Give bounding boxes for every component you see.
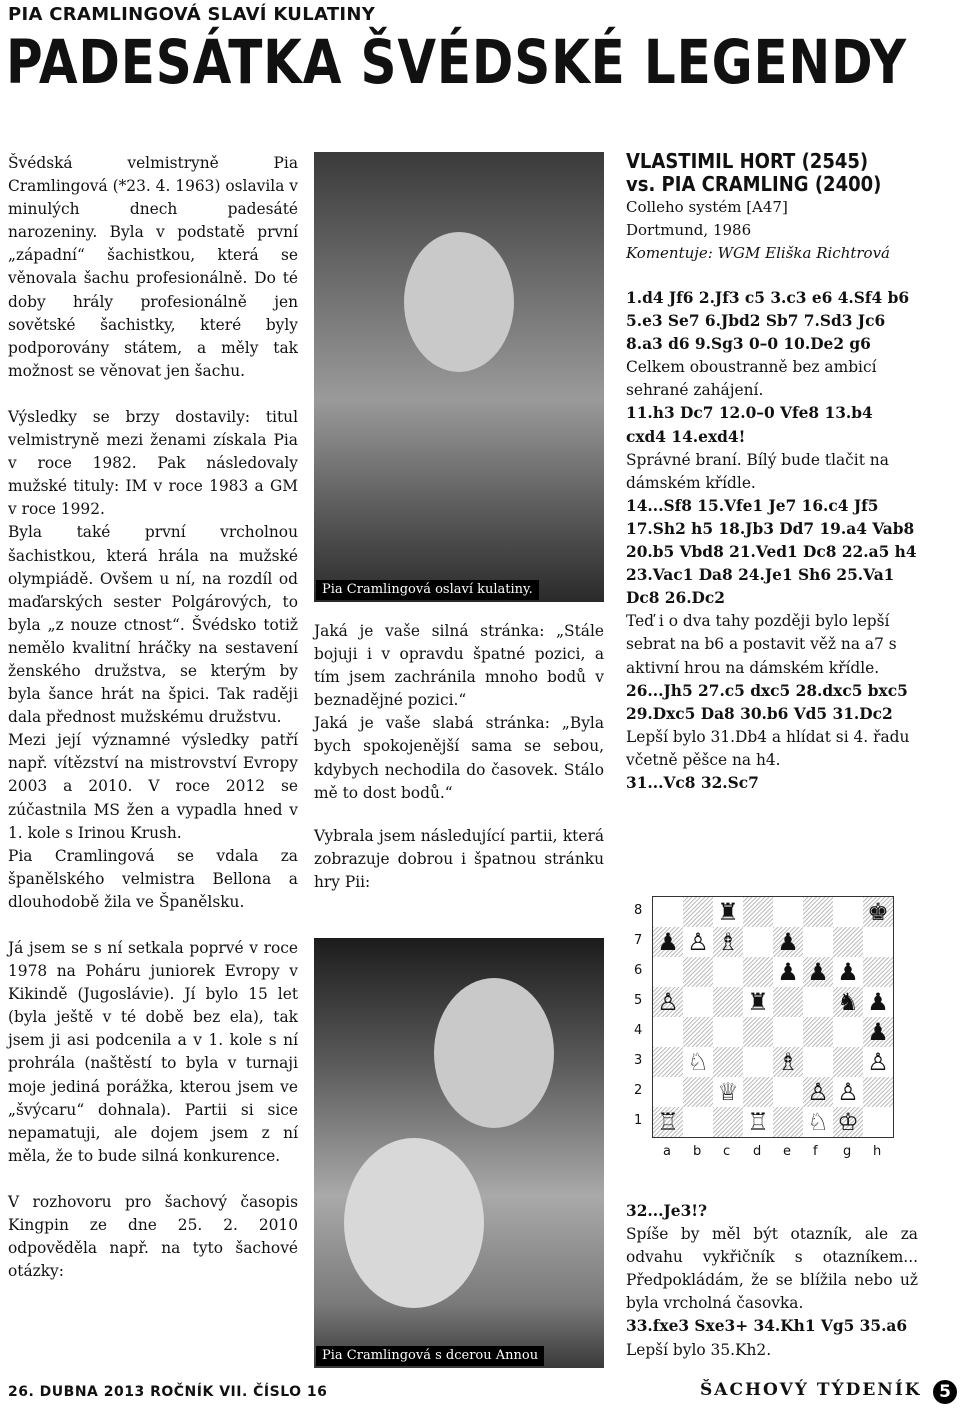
paragraph: V rozhovoru pro šachový časopis Kingpin ze dne 25. 2. 2010 odpověděla např. na tyto šachové otázky: <box>8 1192 298 1281</box>
chess-piece: ♞ <box>837 988 859 1016</box>
chess-piece: ♙ <box>687 928 709 956</box>
board-square <box>653 1047 683 1077</box>
file-label: h <box>873 1144 882 1159</box>
board-square <box>743 1017 773 1047</box>
board-square <box>803 1077 833 1107</box>
paragraph: Já jsem se s ní setkala poprvé v roce 1978 na Poháru juniorek Evropy v Kikindě (Jugoslávie). Jí bylo 15 let (byla ještě v té době bez ela), tak jsem ji asi podcenila a v 1. kole s ní prohrála (naštěstí to byla v turnaji moje jediná porážka, kterou jsem ve „švýcaru“ dohnala). Partii si sice nepamatuji, ale dojem jsem z ní měla, že to bude silná konkurence. <box>8 939 298 1165</box>
board-square <box>803 957 833 987</box>
file-label: a <box>663 1144 671 1159</box>
photo-portrait <box>314 152 604 602</box>
paragraph: Byla také první vrcholnou šachistkou, která hrála na mužské olympiádě. Ovšem u ní, na rozdíl od maďarských sester Polgárových, to byla „z nouze ctnost“. Švédsko totiž nemělo kvalitní hráčky na sestavení ženského družstva, se kterým by byla šance hrát na špici. Tak raději dala přednost mužskému družstvu. <box>8 523 298 727</box>
board-square <box>863 1047 893 1077</box>
chess-piece: ♘ <box>687 1048 709 1076</box>
chess-piece: ♗ <box>717 928 739 956</box>
rank-label: 3 <box>634 1053 643 1068</box>
chess-piece: ♟ <box>777 958 799 986</box>
board-square <box>713 927 743 957</box>
chess-piece: ♗ <box>777 1048 799 1076</box>
column-left <box>8 152 298 1283</box>
photo-caption: Pia Cramlingová oslaví kulatiny. <box>316 580 539 600</box>
board-square <box>863 927 893 957</box>
paragraph: Vybrala jsem následující partii, která zobrazuje dobrou i špatnou stránku hry Pii: <box>314 826 604 891</box>
chess-piece: ♚ <box>867 898 889 926</box>
file-label: f <box>813 1144 818 1159</box>
chess-piece: ♙ <box>867 1048 889 1076</box>
headline: PADESÁTKA ŠVÉDSKÉ LEGENDY <box>6 27 907 98</box>
board-square <box>713 957 743 987</box>
board-square <box>833 1047 863 1077</box>
chess-board <box>652 896 894 1138</box>
board-square <box>743 1107 773 1137</box>
board-square <box>803 987 833 1017</box>
moves-text: 32...Je3!? <box>626 1202 708 1220</box>
photo-caption: Pia Cramlingová s dcerou Annou <box>316 1346 544 1366</box>
moves-text: 33.fxe3 Sxe3+ 34.Kh1 Vg5 35.a6 <box>626 1317 908 1336</box>
board-square <box>773 987 803 1017</box>
board-square <box>773 1107 803 1137</box>
board-square <box>863 987 893 1017</box>
chess-piece: ♜ <box>717 898 739 926</box>
chess-piece: ♙ <box>807 1078 829 1106</box>
board-square <box>653 1107 683 1137</box>
rank-label: 1 <box>634 1113 643 1128</box>
board-square <box>653 897 683 927</box>
game-moves <box>626 287 918 795</box>
chess-diagram <box>630 890 895 1175</box>
board-square <box>743 1077 773 1107</box>
comment-text: Správné braní. Bílý bude tlačit na dámském křídle. <box>626 450 889 492</box>
board-square <box>653 957 683 987</box>
file-label: g <box>843 1144 852 1159</box>
board-square <box>713 987 743 1017</box>
game-annotator: Komentuje: WGM Eliška Richtrová <box>626 244 891 262</box>
rank-label: 4 <box>634 1023 643 1038</box>
chess-piece: ♟ <box>807 958 829 986</box>
file-label: d <box>753 1144 762 1159</box>
chess-piece: ♟ <box>867 1018 889 1046</box>
board-square <box>803 1107 833 1137</box>
comment-text: Celkem oboustranně bez ambicí sehrané zahájení. <box>626 358 877 400</box>
chess-piece: ♟ <box>837 958 859 986</box>
board-square <box>863 897 893 927</box>
column-middle <box>314 620 604 894</box>
moves-text: 31...Vc8 32.Sc7 <box>626 773 759 792</box>
kicker: PIA CRAMLINGOVÁ SLAVÍ KULATINY <box>8 4 376 25</box>
board-square <box>833 897 863 927</box>
rank-label: 8 <box>634 903 643 918</box>
moves-text: 11.h3 Dc7 12.0–0 Vfe8 13.b4 cxd4 14.exd4! <box>626 404 873 446</box>
comment-text: Teď i o dva tahy později bylo lepší sebrat na b6 a postavit věž na a7 s aktivní hrou na dámském křídle. <box>626 612 897 677</box>
rank-label: 2 <box>634 1083 643 1098</box>
chess-piece: ♖ <box>747 1108 769 1136</box>
board-square <box>713 897 743 927</box>
comment-text: Lepší bylo 31.Db4 a hlídat si 4. řadu včetně pěšce na h4. <box>626 727 910 769</box>
board-square <box>803 1017 833 1047</box>
chess-piece: ♙ <box>657 988 679 1016</box>
board-square <box>773 1077 803 1107</box>
board-square <box>743 987 773 1017</box>
board-square <box>863 1107 893 1137</box>
board-square <box>773 1017 803 1047</box>
paragraph: Švédská velmistryně Pia Cramlingová (*23. 4. 1963) oslavila v minulých dnech padesáté narozeniny. Byla v podstatě první „západní“ šachistkou, která se věnovala šachu profesionálně. Do té doby hrály profesionálně jen sovětské šachistky, které byly podporovány státem, a měly tak možnost se věnovat jen šachu. <box>8 154 298 380</box>
board-square <box>713 1107 743 1137</box>
board-square <box>833 1017 863 1047</box>
board-square <box>833 1107 863 1137</box>
board-square <box>773 957 803 987</box>
board-square <box>683 957 713 987</box>
board-square <box>863 1017 893 1047</box>
board-square <box>833 1077 863 1107</box>
comment-text: Spíše by měl být otazník, ale za odvahu vykřičník s otazníkem... Předpokládám, že se blížila nebo už byla vrcholná časovka. <box>626 1225 918 1313</box>
board-square <box>773 897 803 927</box>
board-square <box>773 1047 803 1077</box>
chess-piece: ♖ <box>657 1108 679 1136</box>
moves-text: 26...Jh5 27.c5 dxc5 28.dxc5 bxc5 29.Dxc5 Da8 30.b6 Vd5 31.Dc2 <box>626 681 908 723</box>
chess-piece: ♜ <box>747 988 769 1016</box>
paragraph: Mezi její významné výsledky patří např. vítězství na mistrovství Evropy 2003 a 2010. V roce 2012 se zúčastnila MS žen a vypadla hned v 1. kole s Irinou Krush. <box>8 731 298 842</box>
game-opening: Colleho systém [A47] <box>626 198 788 216</box>
file-label: b <box>693 1144 702 1159</box>
paragraph: Pia Cramlingová se vdala za španělského velmistra Bellona a dlouhodobě žila ve Španělsku. <box>8 846 298 911</box>
board-square <box>743 897 773 927</box>
game-continuation <box>626 1200 918 1362</box>
chess-piece: ♟ <box>777 928 799 956</box>
board-square <box>653 1077 683 1107</box>
footer-issue: 26. DUBNA 2013 ROČNÍK VII. ČÍSLO 16 <box>8 1384 328 1400</box>
page-number: 5 <box>933 1380 957 1404</box>
game-place: Dortmund, 1986 <box>626 221 752 239</box>
board-square <box>683 1047 713 1077</box>
board-square <box>713 1017 743 1047</box>
game-black-player: vs. PIA CRAMLING (2400) <box>626 172 882 196</box>
board-square <box>833 957 863 987</box>
board-square <box>773 927 803 957</box>
board-square <box>683 897 713 927</box>
board-square <box>743 927 773 957</box>
board-square <box>653 1017 683 1047</box>
paragraph: Jaká je vaše slabá stránka: „Byla bych spokojenější sama se sebou, kdybych nechodila do časovek. Stálo mě to dost bodů.“ <box>314 714 604 802</box>
board-square <box>833 927 863 957</box>
rank-label: 5 <box>634 993 643 1008</box>
column-right <box>626 150 918 795</box>
comment-text: Lepší bylo 35.Kh2. <box>626 1340 772 1359</box>
board-square <box>653 927 683 957</box>
board-square <box>863 1077 893 1107</box>
board-square <box>713 1047 743 1077</box>
footer-brand: ŠACHOVÝ TÝDENÍK <box>700 1380 922 1400</box>
board-square <box>803 897 833 927</box>
board-square <box>683 1017 713 1047</box>
paragraph: Jaká je vaše silná stránka: „Stále bojuji i v opravdu špatné pozici, a tím jsem zachránila mnoho bodů v beznadějné pozici.“ <box>314 622 604 710</box>
rank-label: 7 <box>634 933 643 948</box>
rank-label: 6 <box>634 963 643 978</box>
chess-piece: ♔ <box>837 1108 859 1136</box>
file-label: e <box>783 1144 791 1159</box>
board-square <box>683 987 713 1017</box>
paragraph: Výsledky se brzy dostavily: titul velmistryně mezi ženami získala Pia v roce 1982. Pak následovaly mužské tituly: IM v roce 1983 a GM v roce 1992. <box>8 407 298 519</box>
chess-piece: ♟ <box>657 928 679 956</box>
board-square <box>683 927 713 957</box>
board-square <box>713 1077 743 1107</box>
moves-text: 14...Sf8 15.Vfe1 Je7 16.c4 Jf5 17.Sh2 h5 18.Jb3 Dd7 19.a4 Vab8 20.b5 Vbd8 21.Ved1 Dc8 22.a5 h4 23.Vac1 Da8 24.Je1 Sh6 25.Va1 Dc8 26.Dc2 <box>626 496 917 608</box>
board-square <box>833 987 863 1017</box>
photo-mother-daughter <box>314 938 604 1368</box>
chess-piece: ♟ <box>867 988 889 1016</box>
chess-piece: ♕ <box>717 1078 739 1106</box>
file-label: c <box>723 1144 731 1159</box>
board-square <box>803 1047 833 1077</box>
chess-piece: ♙ <box>837 1078 859 1106</box>
board-square <box>743 1047 773 1077</box>
chess-piece: ♘ <box>807 1108 829 1136</box>
game-white-player: VLASTIMIL HORT (2545) <box>626 149 869 173</box>
board-square <box>863 957 893 987</box>
board-square <box>683 1107 713 1137</box>
board-square <box>743 957 773 987</box>
board-square <box>683 1077 713 1107</box>
board-square <box>653 987 683 1017</box>
board-square <box>803 927 833 957</box>
moves-text: 1.d4 Jf6 2.Jf3 c5 3.c3 e6 4.Sf4 b6 5.e3 Se7 6.Jbd2 Sb7 7.Sd3 Jc6 8.a3 d6 9.Sg3 0–0 10.De2 g6 <box>626 289 910 354</box>
